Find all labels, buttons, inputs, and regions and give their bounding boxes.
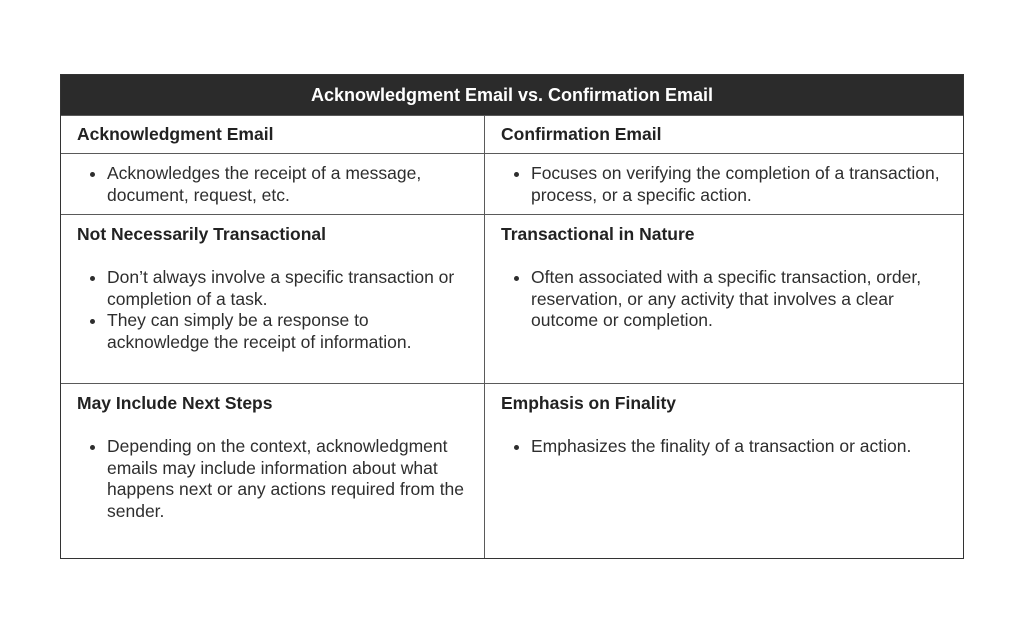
table-title: Acknowledgment Email vs. Confirmation Email <box>61 75 963 115</box>
cell-heading: May Include Next Steps <box>77 393 273 413</box>
list-item: • Focuses on verifying the completion of a transaction, process, or a specific action. <box>531 163 947 206</box>
list-item: • Often associated with a specific transaction, order, reservation, or any activity that involves a clear outcome or completion. <box>531 267 947 332</box>
bullet-list <box>77 436 468 522</box>
bullet-list <box>501 436 947 458</box>
list-item: • Don’t always involve a specific transaction or completion of a task. <box>107 267 468 310</box>
column-header-row <box>61 115 963 153</box>
cell-heading: Emphasis on Finality <box>501 393 677 413</box>
cell-heading: Transactional in Nature <box>501 224 695 244</box>
bullet-list <box>77 267 468 353</box>
list-item: • Acknowledges the receipt of a message, document, request, etc. <box>107 163 468 206</box>
bullet-list <box>501 267 947 332</box>
list-item: • Emphasizes the finality of a transaction or action. <box>531 436 947 458</box>
bullet-list <box>501 163 947 206</box>
column-header-confirmation: Confirmation Email <box>501 124 662 144</box>
confirmation-cell <box>485 215 963 383</box>
acknowledgment-cell <box>61 215 485 383</box>
table-row <box>61 214 963 383</box>
table-row <box>61 383 963 558</box>
list-item: • Depending on the context, acknowledgment emails may include information about what happens next or any actions required from the sender. <box>107 436 468 522</box>
bullet-list <box>77 163 468 206</box>
acknowledgment-cell <box>61 384 485 558</box>
table-row <box>61 153 963 214</box>
confirmation-cell <box>485 384 963 558</box>
comparison-table <box>60 74 964 559</box>
column-header-acknowledgment: Acknowledgment Email <box>61 116 485 153</box>
acknowledgment-cell <box>61 154 485 214</box>
confirmation-cell <box>485 154 963 214</box>
list-item: • They can simply be a response to acknowledge the receipt of information. <box>107 310 468 353</box>
cell-heading: Not Necessarily Transactional <box>77 224 326 244</box>
